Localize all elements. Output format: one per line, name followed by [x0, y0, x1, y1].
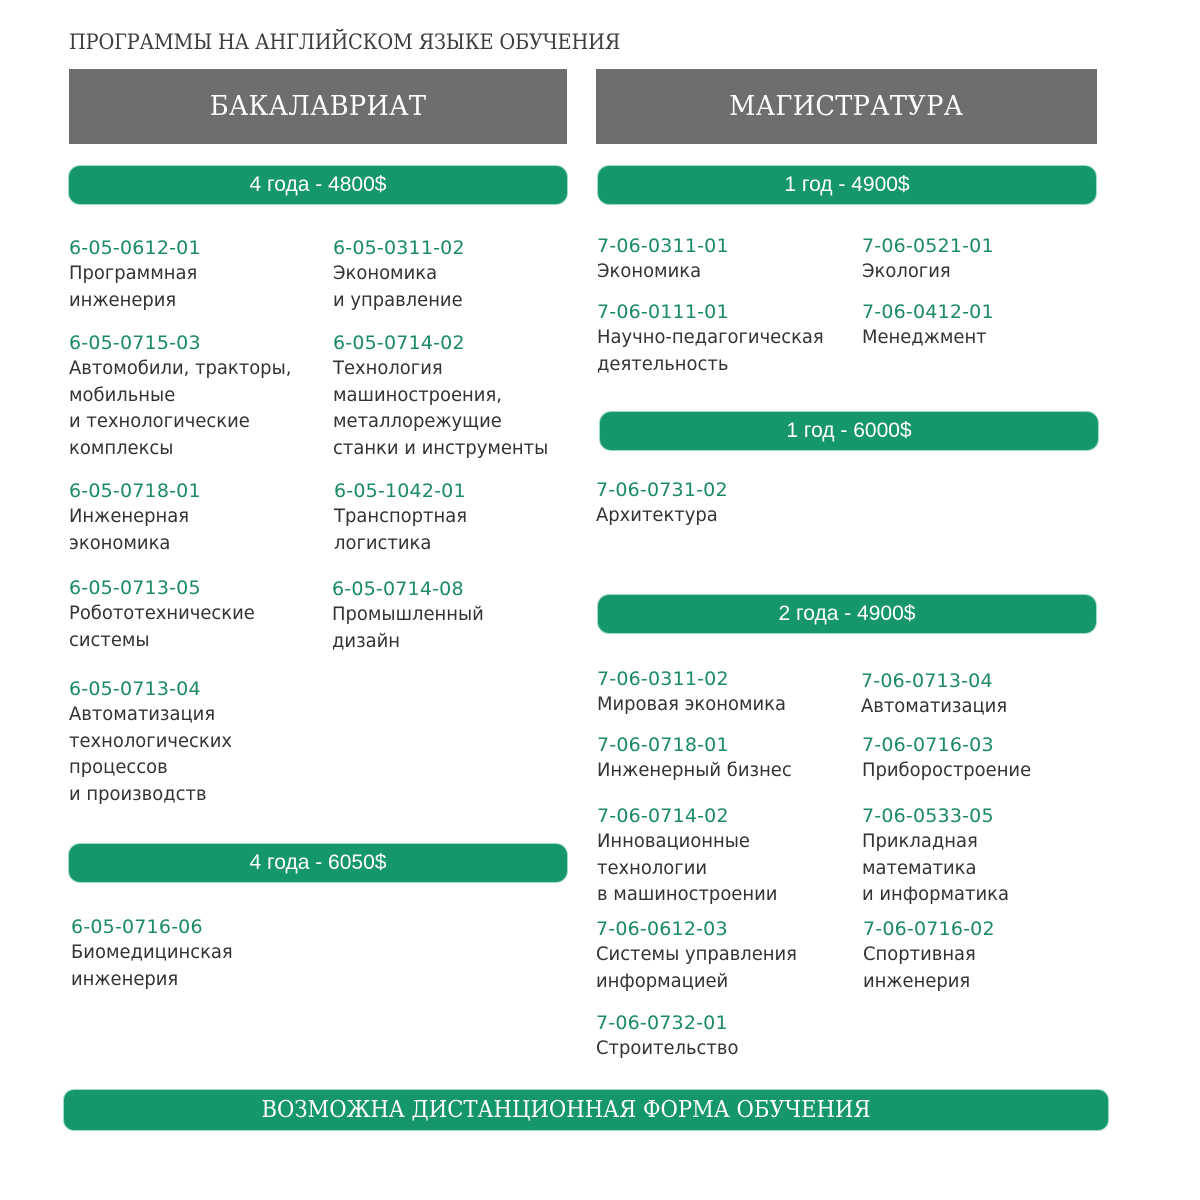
- program-item: [862, 804, 1014, 909]
- program-item: [596, 917, 803, 995]
- master-price-bar-1y-4900: 1 год - 4900$: [598, 166, 1096, 204]
- program-item: [69, 479, 201, 557]
- program-item: [333, 331, 555, 462]
- master-title: МАГИСТРАТУРА: [729, 91, 964, 122]
- program-item: [861, 669, 1012, 721]
- program-name: Инженерный бизнес: [597, 760, 792, 781]
- program-code: 7-06-0718-01: [597, 734, 729, 756]
- master-price-bar-2y-4900: 2 года - 4900$: [598, 595, 1096, 633]
- program-code: 7-06-0412-01: [862, 301, 994, 323]
- distance-learning-label: ВОЗМОЖНА ДИСТАНЦИОННАЯ ФОРМА ОБУЧЕНИЯ: [261, 1097, 871, 1123]
- program-item: [597, 733, 798, 785]
- program-name: Технология машиностроения, металлорежущие станки и инструменты: [333, 358, 549, 459]
- program-item: [597, 300, 831, 378]
- program-name: Прикладная математика и информатика: [862, 831, 1009, 905]
- program-item: [862, 300, 994, 352]
- program-name: Экология: [862, 261, 951, 282]
- program-code: 7-06-0533-05: [862, 805, 994, 827]
- program-item: [69, 576, 261, 654]
- program-item: [597, 804, 783, 909]
- bachelor-price-bar-4y-4800: 4 года - 4800$: [69, 166, 567, 204]
- master-price-bar-1y-6000: 1 год - 6000$: [600, 412, 1098, 450]
- program-item: [334, 479, 471, 557]
- program-code: 7-06-0521-01: [862, 235, 994, 257]
- program-item: [69, 331, 298, 462]
- program-name: Системы управления информацией: [596, 944, 797, 992]
- program-name: Строительство: [596, 1038, 739, 1059]
- program-name: Экономика и управление: [333, 263, 463, 311]
- program-item: [862, 733, 1036, 785]
- program-item: [69, 236, 201, 314]
- program-code: 7-06-0716-03: [862, 734, 994, 756]
- program-name: Научно-педагогическая деятельность: [597, 327, 824, 375]
- program-item: [862, 234, 994, 286]
- program-code: 6-05-0713-04: [69, 678, 201, 700]
- program-name: Менеджмент: [862, 327, 987, 348]
- program-code: 6-05-1042-01: [334, 480, 466, 502]
- master-header: [596, 69, 1097, 144]
- distance-learning-banner: [64, 1090, 1108, 1130]
- program-code: 7-06-0311-02: [597, 668, 729, 690]
- bachelor-price-bar-4y-6050: 4 года - 6050$: [69, 844, 567, 882]
- program-name: Робототехнические системы: [69, 603, 255, 651]
- program-item: [596, 478, 728, 530]
- program-code: 6-05-0713-05: [69, 577, 201, 599]
- program-item: [597, 234, 729, 286]
- program-code: 6-05-0714-08: [332, 578, 464, 600]
- program-code: 6-05-0714-02: [333, 332, 465, 354]
- program-name: Автоматизация: [861, 696, 1008, 717]
- program-item: [71, 915, 238, 993]
- program-name: Биомедицинская инженерия: [71, 942, 233, 990]
- program-code: 6-05-0612-01: [69, 237, 201, 259]
- program-code: 7-06-0714-02: [597, 805, 729, 827]
- program-name: Транспортная логистика: [334, 506, 468, 554]
- program-name: Экономика: [597, 261, 702, 282]
- program-item: [333, 236, 467, 314]
- program-code: 6-05-0716-06: [71, 916, 203, 938]
- program-item: [863, 917, 995, 995]
- program-code: 7-06-0713-04: [861, 670, 993, 692]
- program-code: 7-06-0732-01: [596, 1012, 728, 1034]
- program-name: Программная инженерия: [69, 263, 198, 311]
- program-code: 7-06-0731-02: [596, 479, 728, 501]
- program-item: [597, 667, 792, 719]
- bachelor-header: [69, 69, 567, 144]
- program-code: 7-06-0716-02: [863, 918, 995, 940]
- program-name: Инженерная экономика: [69, 506, 190, 554]
- program-name: Инновационные технологии в машиностроении: [597, 831, 778, 905]
- program-name: Автоматизация технологических процессов и производств: [69, 704, 233, 805]
- program-name: Архитектура: [596, 505, 718, 526]
- program-name: Спортивная инженерия: [863, 944, 976, 992]
- program-code: 6-05-0715-03: [69, 332, 201, 354]
- page-title: ПРОГРАММЫ НА АНГЛИЙСКОМ ЯЗЫКЕ ОБУЧЕНИЯ: [69, 30, 621, 54]
- program-name: Промышленный дизайн: [332, 604, 484, 652]
- program-name: Автомобили, тракторы, мобильные и технологические комплексы: [69, 358, 292, 459]
- bachelor-title: БАКАЛАВРИАТ: [209, 91, 427, 122]
- program-code: 7-06-0311-01: [597, 235, 729, 257]
- program-code: 6-05-0311-02: [333, 237, 465, 259]
- program-code: 6-05-0718-01: [69, 480, 201, 502]
- program-item: [596, 1011, 743, 1063]
- program-name: Приборостроение: [862, 760, 1032, 781]
- program-code: 7-06-0612-03: [596, 918, 728, 940]
- program-item: [332, 577, 489, 655]
- program-item: [69, 677, 237, 808]
- program-code: 7-06-0111-01: [597, 301, 729, 323]
- program-name: Мировая экономика: [597, 694, 787, 715]
